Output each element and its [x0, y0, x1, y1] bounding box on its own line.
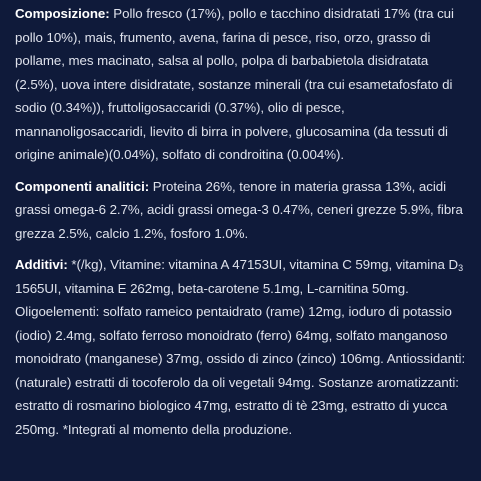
additives-section — [15, 253, 473, 441]
composition-heading: Composizione: — [15, 6, 110, 21]
analytical-components-text: Proteina 26%, tenore in materia grassa 13%, acidi grassi omega-6 2.7%, acidi grassi omega-3 0.47%, ceneri grezze 5.9%, fibra grezza 2.5%, calcio 1.2%, fosforo 1.0%. — [15, 178, 463, 241]
composition-text: Pollo fresco (17%), pollo e tacchino disidratati 17% (tra cui pollo 10%), mais, frumento, avena, farina di pesce, riso, orzo, grasso di pollame, mes macinato, salsa al pollo, polpa di barbabietola disidratata (2.5%), uova intere disidratate, sostanze minerali (tra cui esametafosfato di sodio (0.34%)), fruttoligosaccaridi (0.37%), olio di pesce, mannanoligosaccaridi, lievito di birra in polvere, glucosamina (da tessuti di origine animale)(0.04%), solfato di condroitina (0.004%). — [15, 6, 454, 162]
analytical-components-section — [15, 175, 473, 246]
analytical-components-heading: Componenti analitici: — [15, 178, 150, 194]
composition-section — [15, 2, 473, 167]
additives-heading: Additivi: — [15, 257, 68, 272]
vitamin-d-subscript: 3 — [458, 263, 464, 273]
additives-text-part2: 1565UI, vitamina E 262mg, beta-carotene 5.1mg, L-carnitina 50mg. Oligoelementi: solfato rameico pentaidrato (rame) 12mg, ioduro di potassio (iodio) 2.4mg, solfato ferroso monoidrato (ferro) 64mg, solfato manganoso monoidrato (manganese) 37mg, ossido di zinco (zinco) 106mg. Antiossidanti: (naturale) estratti di tocoferolo da oli vegetali 94mg. Sostanze aromatizzanti: estratto di rosmarino biologico 47mg, estratto di tè 23mg, estratto di yucca 250mg. *Integrati al momento della produzione. — [15, 280, 466, 437]
additives-text-part1: *(/kg), Vitamine: vitamina A 47153UI, vitamina C 59mg, vitamina D — [67, 257, 459, 272]
